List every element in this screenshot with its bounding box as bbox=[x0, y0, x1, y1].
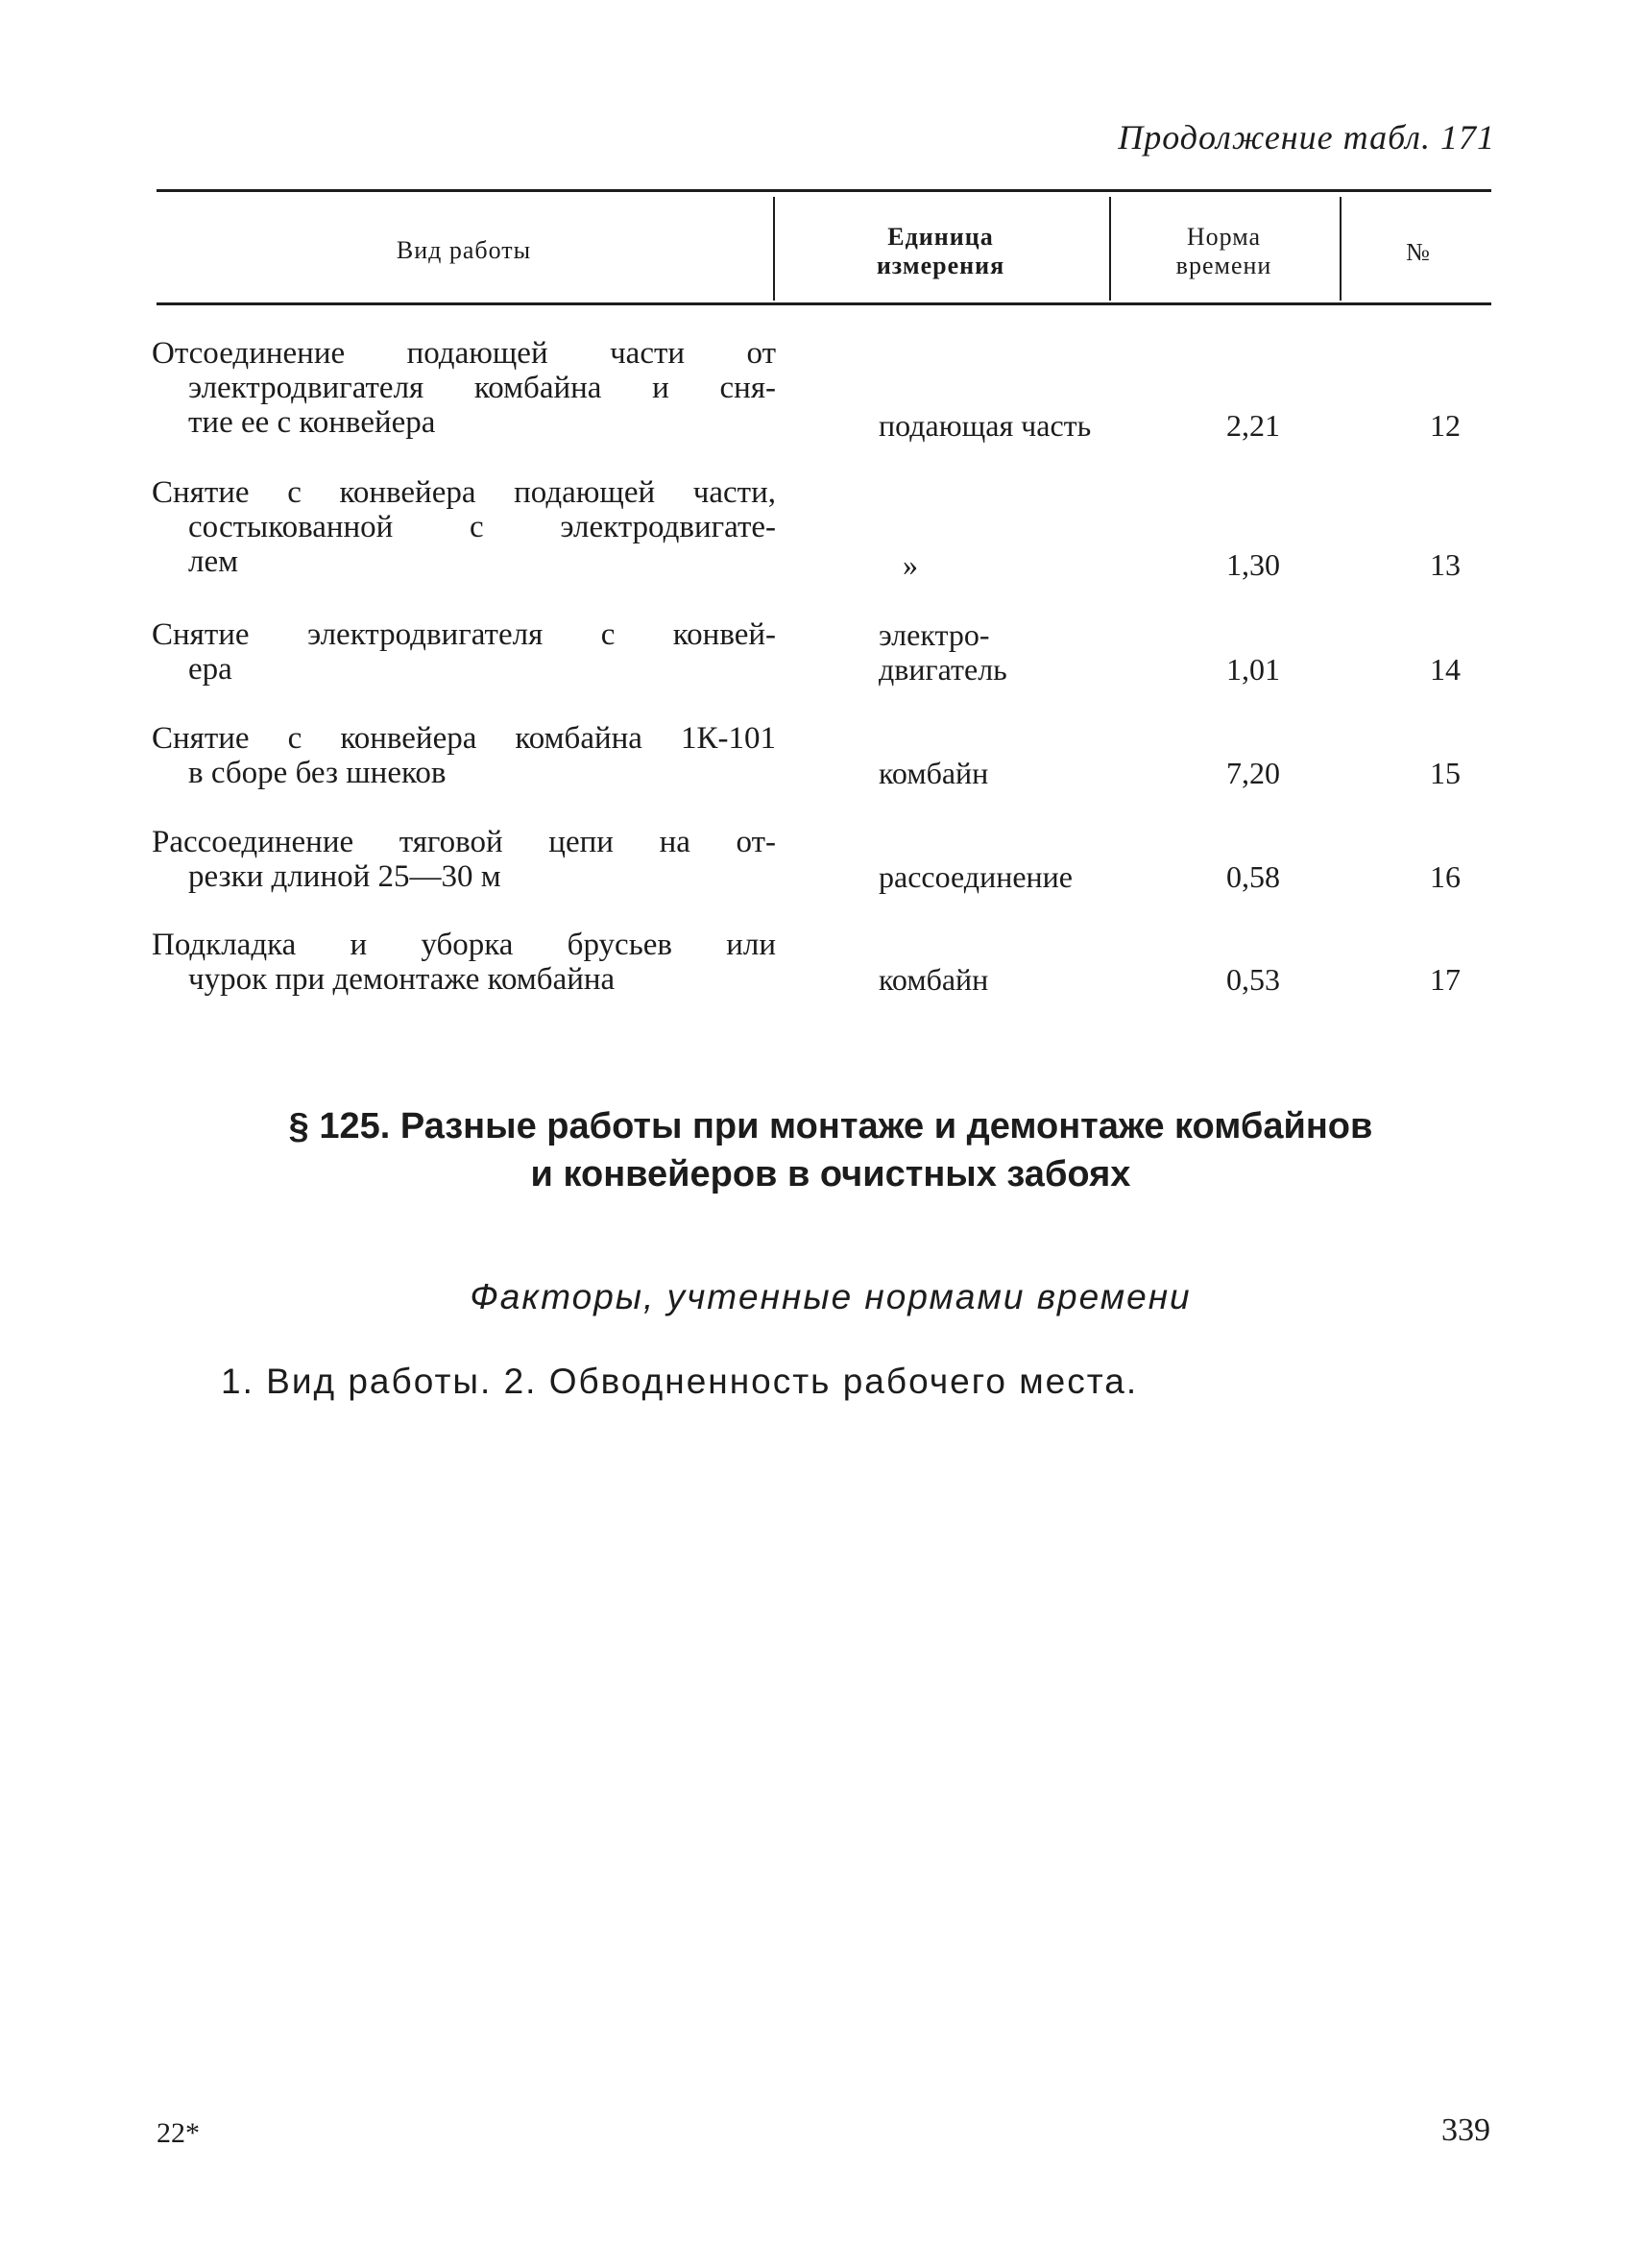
factors-subheading: Факторы, учтенные нормами времени bbox=[470, 1277, 1192, 1316]
row-norm: 0,58 bbox=[1226, 859, 1280, 894]
row-norm: 7,20 bbox=[1226, 756, 1280, 790]
column-header-norm-line1: Норма bbox=[1186, 223, 1262, 251]
row-description-line: состыкованной с электродвигате- bbox=[188, 510, 776, 544]
row-description-line: резки длиной 25—30 м bbox=[188, 859, 501, 894]
row-number: 17 bbox=[1430, 962, 1461, 997]
row-norm: 2,21 bbox=[1226, 408, 1280, 443]
row-number: 14 bbox=[1430, 652, 1461, 687]
row-description bbox=[152, 721, 776, 790]
row-unit: » bbox=[903, 547, 918, 582]
table-continuation-label: Продолжение табл. 171 bbox=[1118, 118, 1495, 157]
column-header-norm-line2: времени bbox=[1175, 252, 1272, 279]
row-norm: 1,01 bbox=[1226, 652, 1280, 687]
row-description-line: Снятие электродвигателя с конвей- bbox=[152, 617, 776, 652]
column-header-unit bbox=[775, 223, 1106, 280]
row-norm: 0,53 bbox=[1226, 962, 1280, 997]
row-description-line: Отсоединение подающей части от bbox=[152, 336, 776, 371]
row-description bbox=[152, 825, 776, 894]
column-header-norm bbox=[1111, 223, 1337, 280]
row-description bbox=[152, 336, 776, 440]
row-number: 16 bbox=[1430, 859, 1461, 894]
section-heading-line2: и конвейеров в очистных забоях bbox=[530, 1154, 1131, 1194]
row-description-line: ера bbox=[188, 652, 232, 687]
page-number: 339 bbox=[1441, 2112, 1490, 2148]
row-description-line: Снятие с конвейера комбайна 1К-101 bbox=[152, 721, 776, 756]
row-description-line: электродвигателя комбайна и сня- bbox=[188, 371, 776, 405]
row-unit: комбайн bbox=[879, 756, 989, 790]
signature-mark: 22* bbox=[157, 2117, 200, 2149]
section-heading-line1: § 125. Разные работы при монтаже и демонтаже комбайнов bbox=[288, 1106, 1373, 1146]
column-header-unit-line2: измерения bbox=[876, 252, 1005, 279]
row-unit-line: электро- bbox=[879, 617, 990, 652]
row-unit: комбайн bbox=[879, 962, 989, 997]
column-header-work: Вид работы bbox=[396, 236, 532, 264]
row-norm: 1,30 bbox=[1226, 547, 1280, 582]
row-unit: подающая часть bbox=[879, 408, 1092, 443]
row-number: 13 bbox=[1430, 547, 1461, 582]
row-description bbox=[152, 475, 776, 579]
column-header-number: № bbox=[1406, 238, 1431, 266]
row-unit-line: двигатель bbox=[879, 652, 1007, 687]
row-number: 15 bbox=[1430, 756, 1461, 790]
row-description-line: чурок при демонтаже комбайна bbox=[188, 962, 616, 997]
row-description bbox=[152, 928, 776, 997]
section-heading bbox=[182, 1102, 1479, 1198]
table-top-rule bbox=[157, 189, 1491, 192]
row-description bbox=[152, 617, 776, 687]
row-description-line: Рассоединение тяговой цепи на от- bbox=[152, 825, 776, 859]
row-description-line: в сборе без шнеков bbox=[188, 756, 447, 790]
column-header-unit-line1: Единица bbox=[887, 223, 994, 251]
row-description-line: тие ее с конвейера bbox=[188, 405, 436, 440]
row-description-line: лем bbox=[188, 544, 238, 579]
table-header-rule bbox=[157, 302, 1491, 305]
row-number: 12 bbox=[1430, 408, 1461, 443]
row-unit bbox=[879, 617, 1167, 687]
factors-text: 1. Вид работы. 2. Обводненность рабочего места. bbox=[221, 1362, 1139, 1401]
row-unit: рассоединение bbox=[879, 859, 1073, 894]
row-description-line: Подкладка и уборка брусьев или bbox=[152, 928, 776, 962]
row-description-line: Снятие с конвейера подающей части, bbox=[152, 475, 776, 510]
